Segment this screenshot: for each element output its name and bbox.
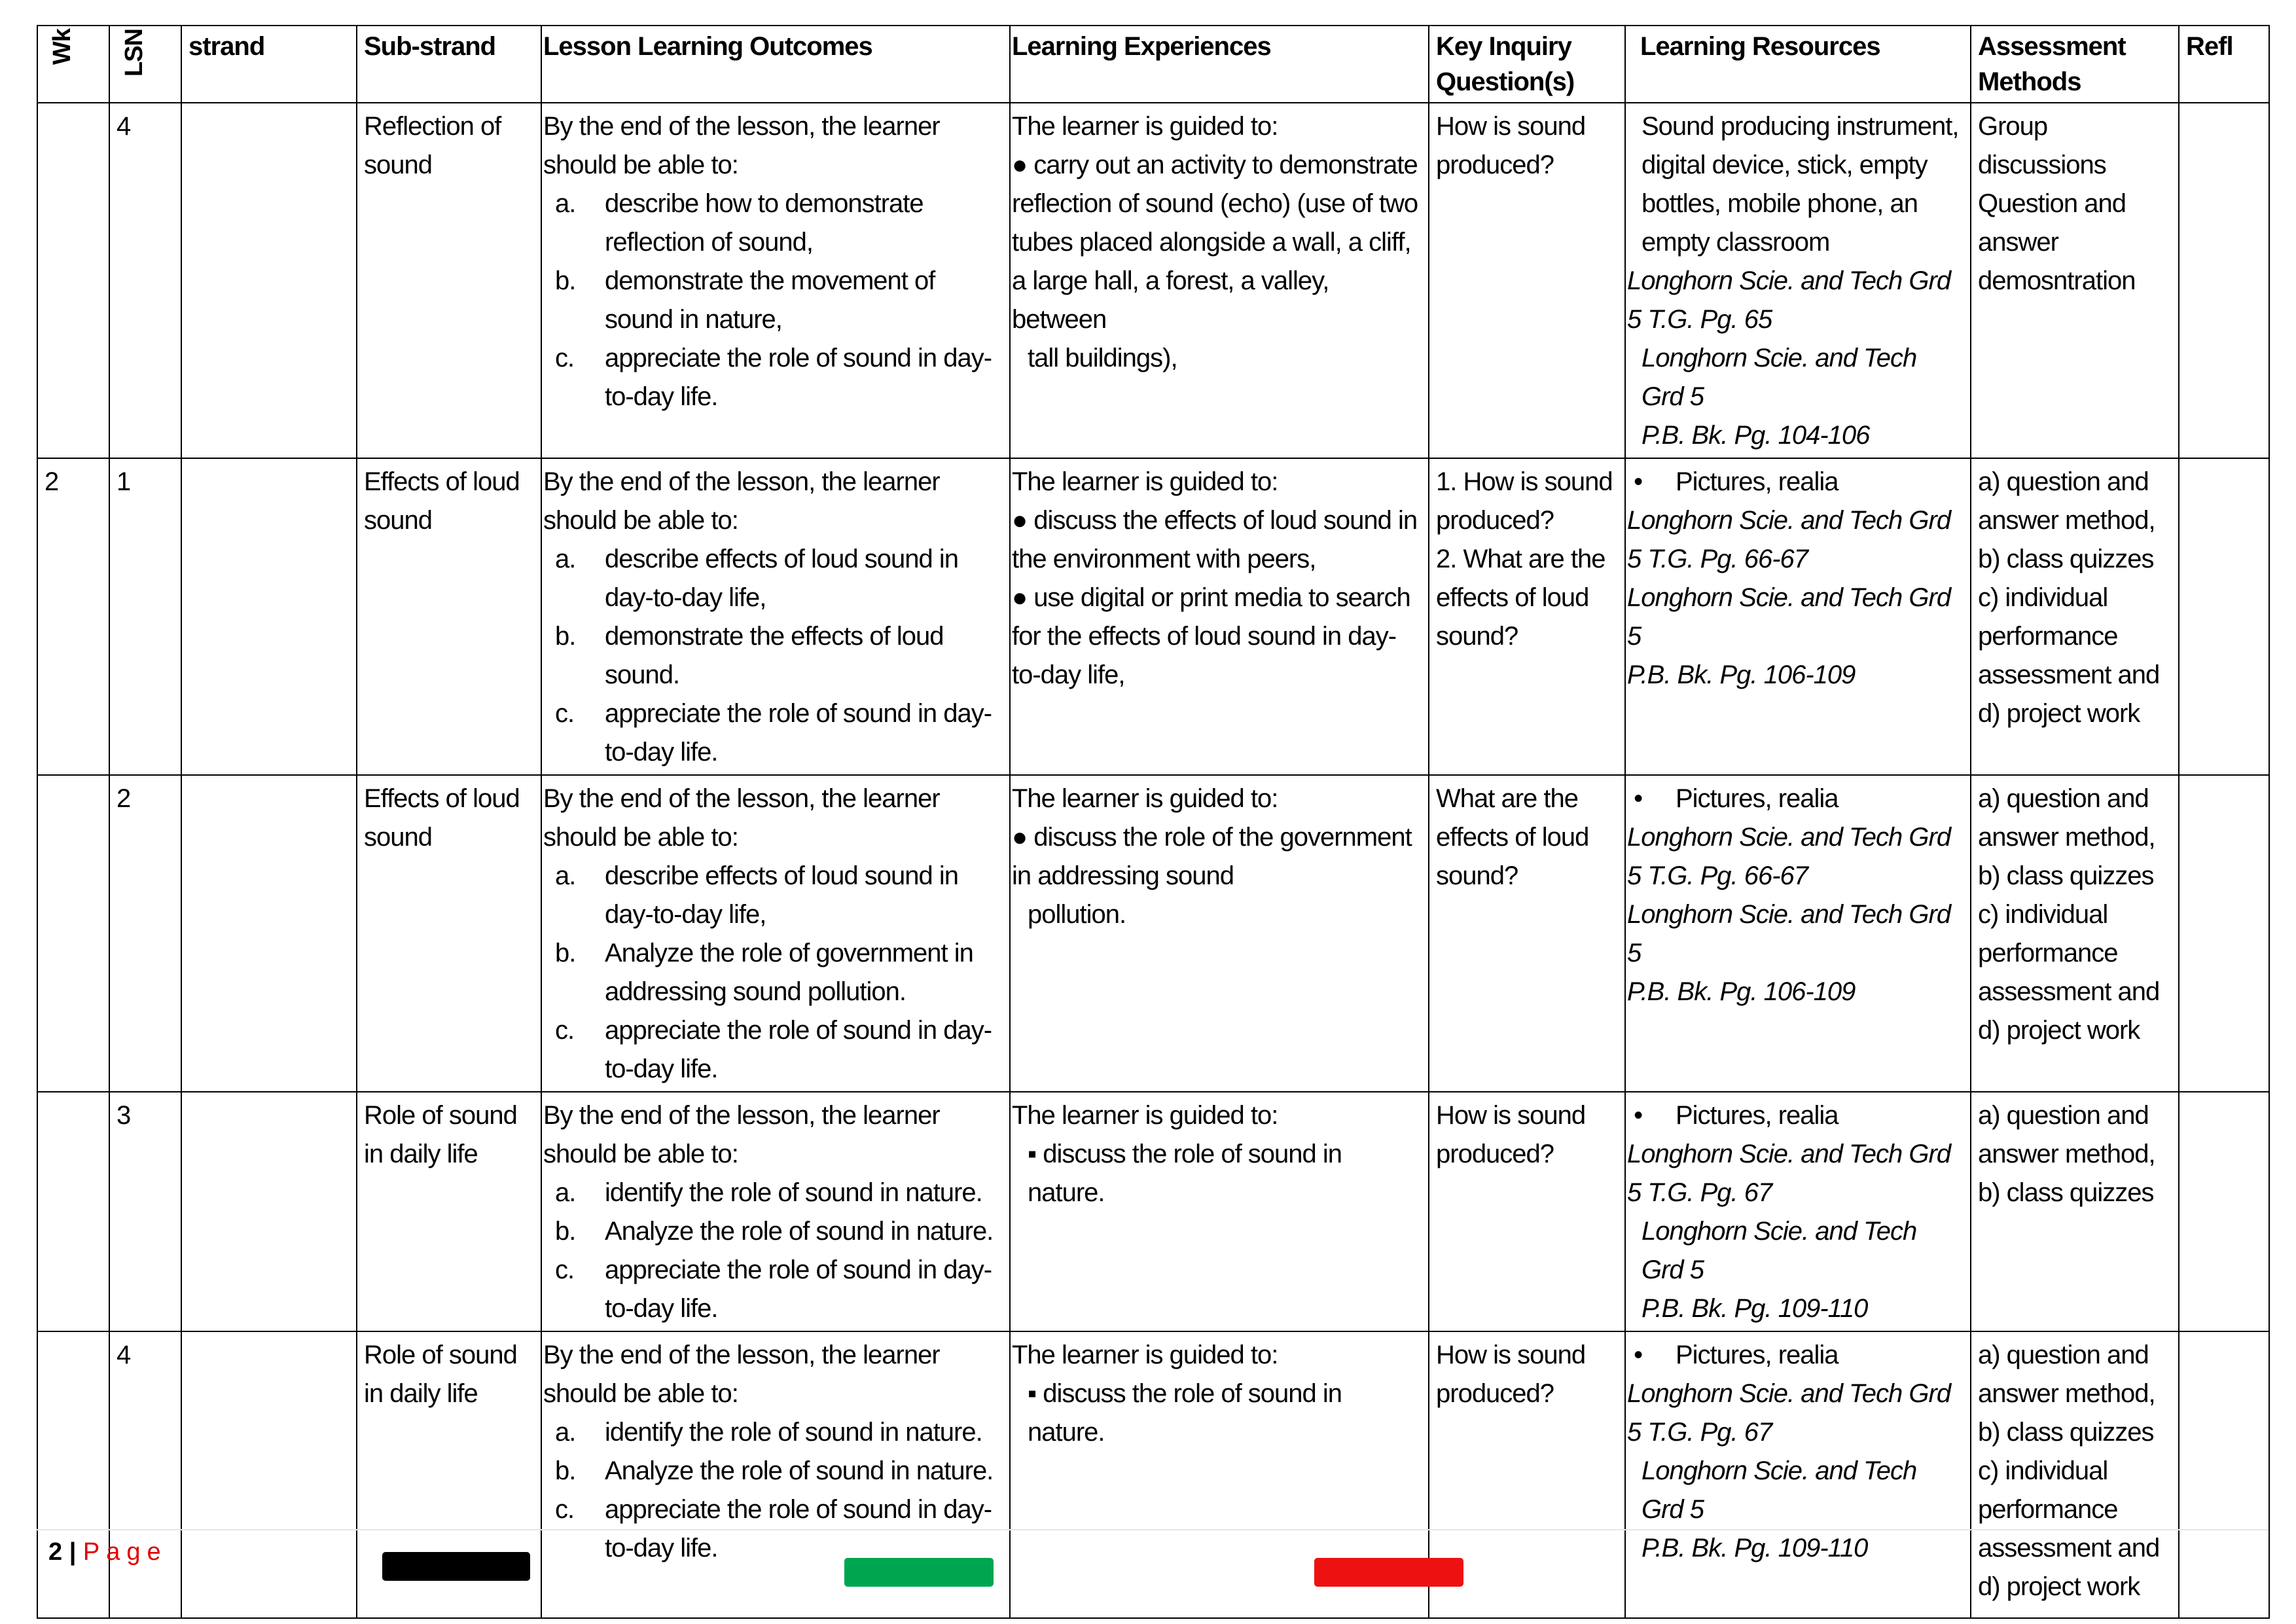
header-lesson: LSN <box>109 26 181 103</box>
outcomes-intro: By the end of the lesson, the learner should be able to: <box>543 1101 940 1168</box>
list-item: a. describe effects of loud sound in day-to-day life, <box>555 861 958 929</box>
header-inquiry: Key Inquiry Question(s) <box>1429 26 1625 103</box>
page-number: 2 <box>48 1538 63 1566</box>
week-cell <box>37 103 109 458</box>
lesson-number: 2 <box>109 775 181 1092</box>
resources-pupil-book-pages: P.B. Bk. Pg. 106-109 <box>1627 660 1856 689</box>
bullet-icon: • <box>1627 1101 1643 1130</box>
assessment-item: a) question and answer method, <box>1978 1341 2155 1408</box>
inquiry-cell: What are the effects of loud sound? <box>1429 775 1625 1092</box>
assessment-cell <box>1971 458 2179 775</box>
resources-pupil-book-pages: P.B. Bk. Pg. 106-109 <box>1627 977 1856 1006</box>
resources-bullet: • Pictures, realia <box>1627 1336 1964 1375</box>
lesson-number: 3 <box>109 1092 181 1331</box>
experience-item: pollution. <box>1028 900 1126 929</box>
resources-cell <box>1625 458 1971 775</box>
experiences-intro: The learner is guided to: <box>1012 112 1278 141</box>
bullet-icon: • <box>1627 467 1643 496</box>
assessment-cell <box>1971 1331 2179 1618</box>
experiences-intro: The learner is guided to: <box>1012 467 1278 496</box>
bullet-icon: • <box>1627 784 1643 813</box>
experience-item: ▪ discuss the role of sound in nature. <box>1028 1379 1342 1447</box>
reflection-cell <box>2179 1092 2269 1331</box>
outcomes-cell <box>541 775 1010 1092</box>
page-label: Page <box>82 1538 168 1566</box>
reflection-cell <box>2179 1331 2269 1618</box>
assessment-item: b) class quizzes <box>1978 545 2154 573</box>
list-item: c. appreciate the role of sound in day-to-day life. <box>555 1016 992 1083</box>
strand-cell <box>181 1092 357 1331</box>
experiences-cell <box>1010 1092 1429 1331</box>
outcomes-list <box>543 1413 1003 1568</box>
reflection-cell <box>2179 103 2269 458</box>
reflection-cell <box>2179 458 2269 775</box>
header-experiences: Learning Experiences <box>1010 26 1429 103</box>
header-resources: Learning Resources <box>1625 26 1971 103</box>
header-substrand: Sub-strand <box>357 26 541 103</box>
list-item: b. Analyze the role of sound in nature. <box>555 1217 994 1246</box>
resources-teacher-guide: Longhorn Scie. and Tech Grd 5 T.G. Pg. 67 <box>1627 1379 1951 1447</box>
resources-cell <box>1625 103 1971 458</box>
assessment-item: b) class quizzes <box>1978 1178 2154 1207</box>
reflection-cell <box>2179 775 2269 1092</box>
resources-cell <box>1625 775 1971 1092</box>
resources-materials: Sound producing instrument, digital device, stick, empty bottles, mobile phone, an empty classroom <box>1641 112 1959 257</box>
outcomes-list <box>543 1174 1003 1328</box>
table-row <box>37 1331 2269 1618</box>
experiences-intro: The learner is guided to: <box>1012 784 1278 813</box>
assessment-item: a) question and answer method, <box>1978 784 2155 852</box>
resources-pupil-book-pages: P.B. Bk. Pg. 109-110 <box>1641 1294 1868 1323</box>
substrand-cell: Effects of loud sound <box>357 458 541 775</box>
header-row <box>37 26 2269 103</box>
strand-cell <box>181 103 357 458</box>
resources-cell <box>1625 1092 1971 1331</box>
list-item: a. identify the role of sound in nature. <box>555 1178 982 1207</box>
outcomes-intro: By the end of the lesson, the learner should be able to: <box>543 467 940 535</box>
list-item: c. appreciate the role of sound in day-to-day life. <box>555 1495 992 1562</box>
assessment-item: c) individual performance assessment and <box>1978 900 2160 1006</box>
assessment-item: d) project work <box>1978 1016 2140 1045</box>
assessment-item: Question and answer <box>1978 189 2126 257</box>
substrand-cell: Role of sound in daily life <box>357 1331 541 1618</box>
outcomes-intro: By the end of the lesson, the learner should be able to: <box>543 1341 940 1408</box>
substrand-cell: Role of sound in daily life <box>357 1092 541 1331</box>
table-row <box>37 103 2269 458</box>
assessment-item: demosntration <box>1978 266 2136 295</box>
resources-bullet: • Pictures, realia <box>1627 1096 1964 1135</box>
header-reflection: Refl <box>2179 26 2269 103</box>
experience-item: ● use digital or print media to search for the effects of loud sound in day-to-day life, <box>1012 583 1410 689</box>
week-cell <box>37 1331 109 1618</box>
outcomes-cell <box>541 1092 1010 1331</box>
experience-item: ● discuss the role of the government in addressing sound <box>1012 823 1412 890</box>
resources-pupil-book-pages: P.B. Bk. Pg. 109-110 <box>1641 1534 1868 1562</box>
experiences-cell <box>1010 458 1429 775</box>
week-cell <box>37 1092 109 1331</box>
experience-item: ● carry out an activity to demonstrate reflection of sound (echo) (use of two tubes placed alongside a wall, a cliff, a large hall, a forest, a valley, between <box>1012 151 1418 334</box>
list-item: b. demonstrate the effects of loud sound. <box>555 622 944 689</box>
outcomes-cell <box>541 103 1010 458</box>
resources-pupil-book: Longhorn Scie. and Tech Grd 5 <box>1641 344 1917 411</box>
experiences-cell <box>1010 775 1429 1092</box>
bullet-icon: • <box>1627 1341 1643 1369</box>
lesson-number: 4 <box>109 1331 181 1618</box>
substrand-cell: Effects of loud sound <box>357 775 541 1092</box>
assessment-cell <box>1971 775 2179 1092</box>
table-row <box>37 458 2269 775</box>
assessment-item: c) individual performance assessment and <box>1978 583 2160 689</box>
header-strand: strand <box>181 26 357 103</box>
outcomes-list <box>543 540 1003 772</box>
assessment-cell <box>1971 103 2179 458</box>
list-item: a. identify the role of sound in nature. <box>555 1418 982 1447</box>
list-item: c. appreciate the role of sound in day-to-day life. <box>555 344 992 411</box>
experiences-cell <box>1010 103 1429 458</box>
assessment-item: a) question and answer method, <box>1978 1101 2155 1168</box>
header-outcomes: Lesson Learning Outcomes <box>541 26 1010 103</box>
experiences-intro: The learner is guided to: <box>1012 1341 1278 1369</box>
list-item: a. describe how to demonstrate reflection of sound, <box>555 189 924 257</box>
page-footer <box>48 1538 168 1566</box>
outcomes-list <box>543 857 1003 1089</box>
lesson-number: 1 <box>109 458 181 775</box>
assessment-item: c) individual performance assessment and <box>1978 1456 2160 1562</box>
outcomes-intro: By the end of the lesson, the learner should be able to: <box>543 112 940 179</box>
resources-teacher-guide: Longhorn Scie. and Tech Grd 5 T.G. Pg. 66-67 <box>1627 823 1951 890</box>
black-color-bar <box>382 1552 530 1581</box>
experience-item: ▪ discuss the role of sound in nature. <box>1028 1140 1342 1207</box>
resources-pupil-book: Longhorn Scie. and Tech Grd 5 <box>1627 583 1951 651</box>
strand-cell <box>181 458 357 775</box>
experiences-intro: The learner is guided to: <box>1012 1101 1278 1130</box>
assessment-cell <box>1971 1092 2179 1331</box>
assessment-item: b) class quizzes <box>1978 861 2154 890</box>
week-cell: 2 <box>37 458 109 775</box>
list-item: b. demonstrate the movement of sound in nature, <box>555 266 935 334</box>
resources-cell <box>1625 1331 1971 1618</box>
list-item: c. appreciate the role of sound in day-to-day life. <box>555 699 992 767</box>
resources-teacher-guide: Longhorn Scie. and Tech Grd 5 T.G. Pg. 65 <box>1627 266 1951 334</box>
list-item: a. describe effects of loud sound in day-to-day life, <box>555 545 958 612</box>
scheme-of-work-table <box>37 25 2270 1619</box>
week-cell <box>37 775 109 1092</box>
table-row <box>37 1092 2269 1331</box>
outcomes-list <box>543 185 1003 416</box>
outcomes-cell <box>541 458 1010 775</box>
assessment-item: b) class quizzes <box>1978 1418 2154 1447</box>
green-color-bar <box>844 1558 994 1587</box>
list-item: b. Analyze the role of sound in nature. <box>555 1456 994 1485</box>
resources-bullet: • Pictures, realia <box>1627 780 1964 818</box>
assessment-item: Group discussions <box>1978 112 2106 179</box>
experience-item: tall buildings), <box>1028 344 1177 372</box>
inquiry-cell: How is sound produced? <box>1429 103 1625 458</box>
assessment-item: d) project work <box>1978 1572 2140 1601</box>
outcomes-intro: By the end of the lesson, the learner should be able to: <box>543 784 940 852</box>
lesson-number: 4 <box>109 103 181 458</box>
resources-pupil-book: Longhorn Scie. and Tech Grd 5 <box>1641 1456 1917 1524</box>
header-assessment: Assessment Methods <box>1971 26 2179 103</box>
assessment-item: a) question and answer method, <box>1978 467 2155 535</box>
footer-separator: | <box>69 1538 77 1566</box>
inquiry-cell: How is sound produced? <box>1429 1092 1625 1331</box>
inquiry-cell: How is sound produced? <box>1429 1331 1625 1618</box>
resources-bullet: • Pictures, realia <box>1627 463 1964 501</box>
experience-item: ● discuss the effects of loud sound in the environment with peers, <box>1012 506 1418 573</box>
red-color-bar <box>1314 1558 1463 1587</box>
list-item: b. Analyze the role of government in addressing sound pollution. <box>555 939 973 1006</box>
strand-cell <box>181 1331 357 1618</box>
resources-teacher-guide: Longhorn Scie. and Tech Grd 5 T.G. Pg. 67 <box>1627 1140 1951 1207</box>
resources-teacher-guide: Longhorn Scie. and Tech Grd 5 T.G. Pg. 66-67 <box>1627 506 1951 573</box>
resources-pupil-book: Longhorn Scie. and Tech Grd 5 <box>1627 900 1951 967</box>
header-week: Wk <box>37 26 109 103</box>
resources-pupil-book: Longhorn Scie. and Tech Grd 5 <box>1641 1217 1917 1284</box>
footer-divider <box>37 1529 2269 1530</box>
resources-pupil-book-pages: P.B. Bk. Pg. 104-106 <box>1641 421 1870 450</box>
strand-cell <box>181 775 357 1092</box>
list-item: c. appreciate the role of sound in day-to-day life. <box>555 1255 992 1323</box>
substrand-cell: Reflection of sound <box>357 103 541 458</box>
table-row <box>37 775 2269 1092</box>
inquiry-cell: 1. How is sound produced? 2. What are the effects of loud sound? <box>1429 458 1625 775</box>
assessment-item: d) project work <box>1978 699 2140 728</box>
